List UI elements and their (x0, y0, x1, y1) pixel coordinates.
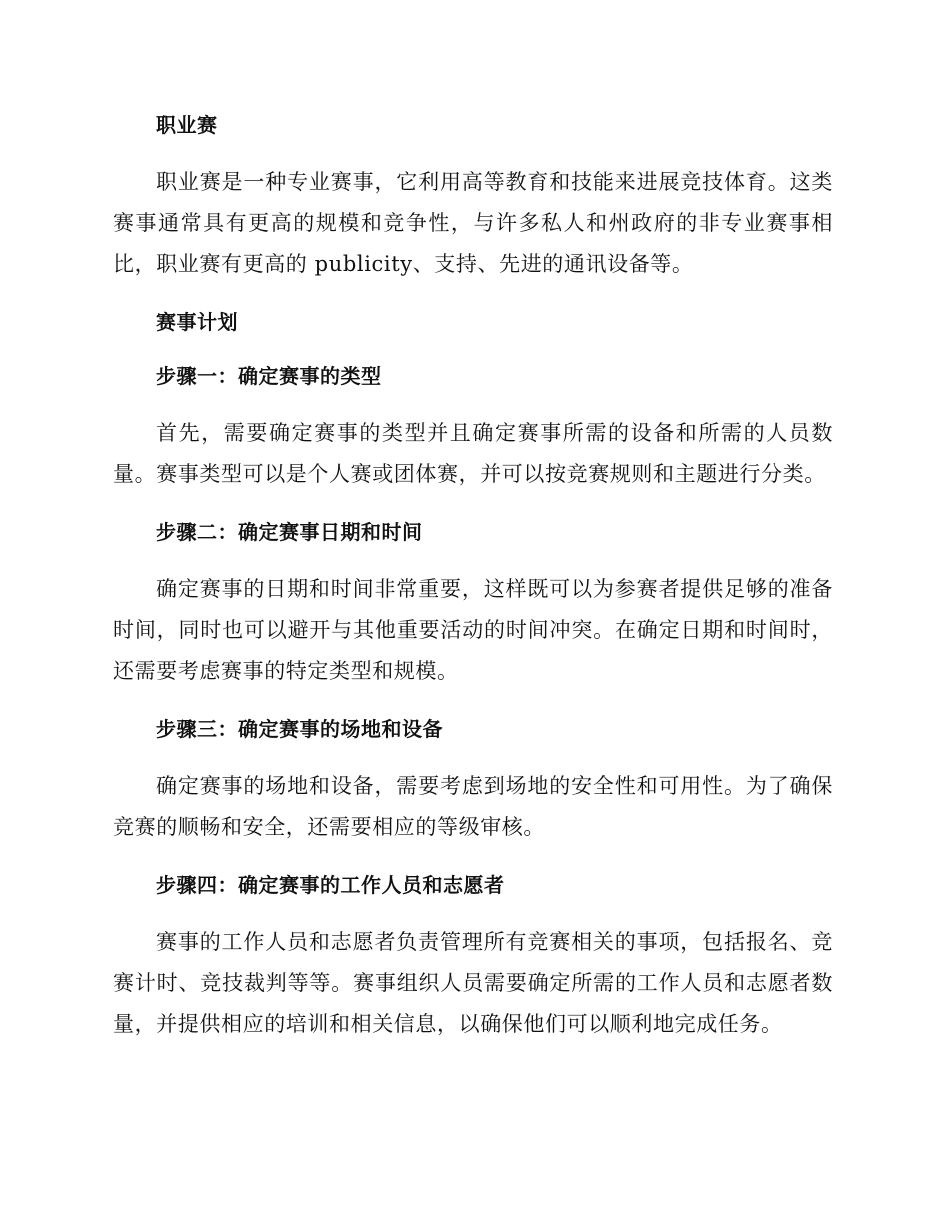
step-heading-1: 步骤一：确定赛事的类型 (156, 364, 382, 388)
section-heading-pro-league: 职业赛 (156, 113, 218, 137)
paragraph-pro-league: 职业赛是一种专业赛事，它利用高等教育和技能来进展竞技体育。这类赛事通常具有更高的规模和竞争性，与许多私人和州政府的非专业赛事相比，职业赛有更高的 publicity、支持、先进的通讯设备等。 (113, 170, 833, 276)
paragraph-step-4: 赛事的工作人员和志愿者负责管理所有竞赛相关的事项，包括报名、竞赛计时、竞技裁判等等。赛事组织人员需要确定所需的工作人员和志愿者数量，并提供相应的培训和相关信息，以确保他们可以顺利地完成任务。 (113, 930, 833, 1036)
step-heading-2: 步骤二：确定赛事日期和时间 (156, 520, 423, 544)
document-body (113, 108, 833, 1065)
step-heading-3: 步骤三：确定赛事的场地和设备 (156, 717, 443, 741)
paragraph-step-3: 确定赛事的场地和设备，需要考虑到场地的安全性和可用性。为了确保竞赛的顺畅和安全，还需要相应的等级审核。 (113, 774, 833, 839)
step-heading-4: 步骤四：确定赛事的工作人员和志愿者 (156, 873, 505, 897)
paragraph-step-2: 确定赛事的日期和时间非常重要，这样既可以为参赛者提供足够的准备时间，同时也可以避开与其他重要活动的时间冲突。在确定日期和时间时，还需要考虑赛事的特定类型和规模。 (113, 577, 833, 683)
paragraph-step-1: 首先，需要确定赛事的类型并且确定赛事所需的设备和所需的人员数量。赛事类型可以是个人赛或团体赛，并可以按竞赛规则和主题进行分类。 (113, 421, 833, 486)
section-heading-event-plan: 赛事计划 (156, 310, 238, 334)
